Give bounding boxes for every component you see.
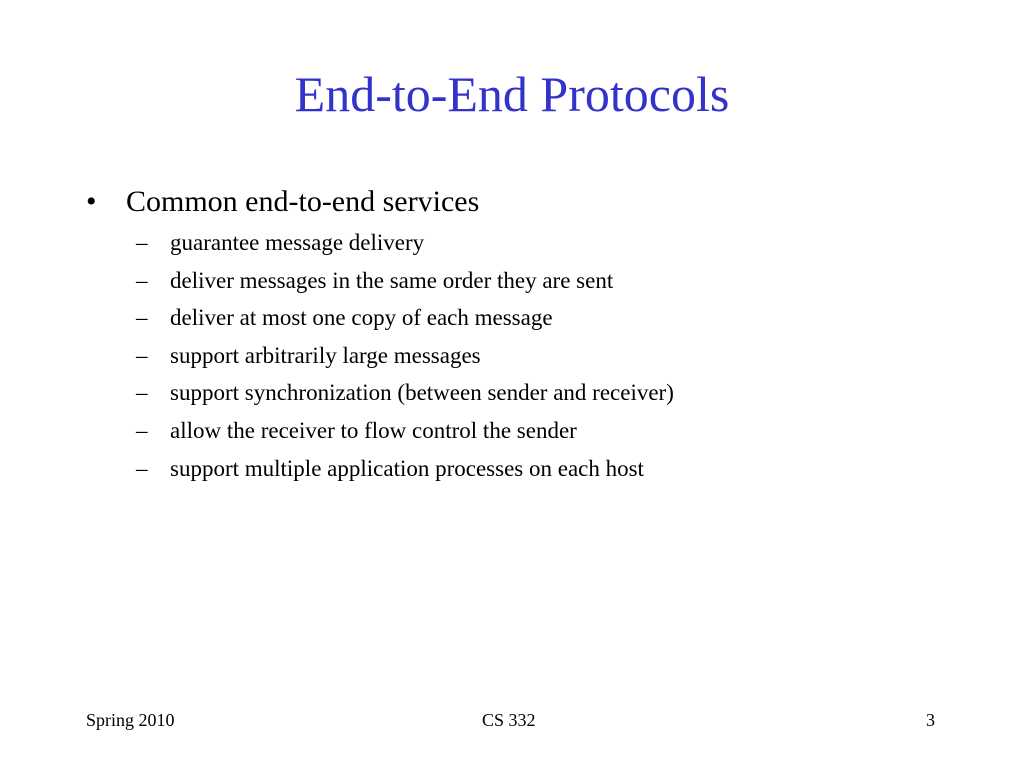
dash-icon: –: [136, 342, 148, 368]
sub-bullet-text: deliver at most one copy of each message: [170, 305, 553, 331]
dash-icon: –: [136, 305, 148, 331]
bullet-icon: •: [86, 185, 97, 218]
sub-bullet-item: [136, 227, 674, 265]
footer-page-number: 3: [926, 710, 935, 730]
sub-bullet-item: [136, 453, 674, 491]
sub-bullet-item: [136, 302, 674, 340]
slide-title: End-to-End Protocols: [294, 66, 730, 122]
sub-bullet-text: support arbitrarily large messages: [170, 342, 481, 368]
sub-bullet-item: [136, 265, 674, 303]
sub-bullet-list: [136, 227, 674, 490]
footer-date: Spring 2010: [86, 710, 175, 730]
sub-bullet-text: guarantee message delivery: [170, 230, 425, 255]
sub-bullet-text: support synchronization (between sender and receiver): [170, 380, 674, 406]
dash-icon: –: [136, 380, 148, 406]
main-bullet-text: Common end-to-end services: [126, 185, 480, 218]
sub-bullet-text: support multiple application processes on each host: [170, 455, 644, 481]
sub-bullet-text: deliver messages in the same order they are sent: [170, 267, 614, 293]
dash-icon: –: [136, 267, 148, 293]
sub-bullet-item: [136, 415, 674, 453]
dash-icon: –: [136, 417, 148, 443]
footer-course: CS 332: [482, 710, 536, 730]
sub-bullet-text: allow the receiver to flow control the sender: [170, 417, 577, 443]
dash-icon: –: [136, 455, 148, 481]
dash-icon: –: [136, 230, 148, 255]
sub-bullet-item: [136, 340, 674, 378]
sub-bullet-item: [136, 377, 674, 415]
main-bullet: [86, 182, 479, 222]
